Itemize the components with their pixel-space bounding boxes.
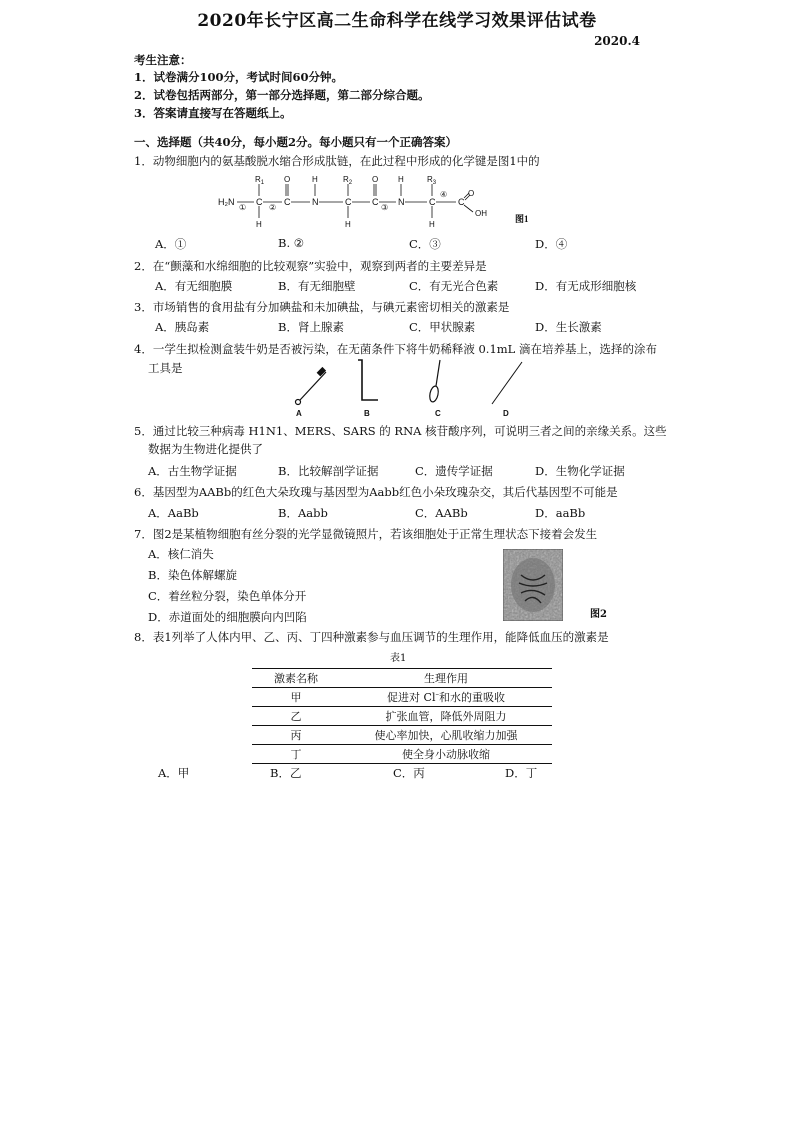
tool-label-b: B <box>364 409 370 418</box>
tool-label-c: C <box>435 409 441 418</box>
o-label: O <box>468 189 475 198</box>
table-row <box>252 707 552 726</box>
table-cell-name: 丁 <box>290 748 302 761</box>
q2-option-c: C．有无光合色素 <box>409 279 499 293</box>
o-label: O <box>284 175 291 184</box>
q5-option-c: C．遗传学证据 <box>415 464 493 478</box>
table-row <box>252 688 552 707</box>
spreader-icon <box>358 360 378 400</box>
c-label: C <box>345 197 352 207</box>
h-label: H <box>312 175 318 184</box>
h-label: H <box>429 220 435 229</box>
q6-option-d: D．aaBb <box>535 506 586 520</box>
q3-option-a: A．胰岛素 <box>155 320 210 334</box>
peptide-structure-figure <box>215 172 555 234</box>
exam-title: 2020年长宁区高二生命科学在线学习效果评估试卷 <box>197 11 597 31</box>
figure-2-caption: 图2 <box>590 609 607 620</box>
h2n-label: H₂N <box>218 197 235 207</box>
q3-option-b: B．肾上腺素 <box>278 320 344 334</box>
q5-stem-line2: 数据为生物进化提供了 <box>148 442 263 456</box>
q6-option-c: C．AABb <box>415 506 468 520</box>
c-label: C <box>284 197 291 207</box>
bond-marker-4: ④ <box>440 190 448 199</box>
h-label: H <box>345 220 351 229</box>
table-1-caption: 表1 <box>390 653 407 664</box>
notice-item-2: 2．试卷包括两部分，第一部分选择题，第二部分综合题。 <box>134 88 430 102</box>
exam-date: 2020.4 <box>594 34 640 48</box>
q2-option-d: D．有无成形细胞核 <box>535 279 637 293</box>
q6-option-b: B．Aabb <box>278 506 328 520</box>
table-cell-function: 使心率加快，心肌收缩力加强 <box>374 729 518 742</box>
q3-option-d: D．生长激素 <box>535 320 602 334</box>
spreading-tools-figure <box>276 356 526 418</box>
dropper-icon <box>436 360 440 386</box>
bond-marker-1: ① <box>239 203 247 212</box>
o-label: O <box>372 175 379 184</box>
table-cell-name: 乙 <box>290 710 302 723</box>
q2-stem: 2．在“颤藻和水绵细胞的比较观察”实验中，观察到两者的主要差异是 <box>134 259 487 273</box>
notice-item-3: 3．答案请直接写在答题纸上。 <box>134 106 292 120</box>
inoculating-loop-icon <box>300 372 326 400</box>
r3-label: $R_3$ <box>427 175 437 186</box>
q8-option-d: D．丁 <box>505 766 538 780</box>
q6-stem: 6．基因型为AABb的红色大朵玫瑰与基因型为Aabb红色小朵玫瑰杂交，其后代基因型不可能是 <box>134 485 618 499</box>
q1-option-b: B. ② <box>278 236 305 250</box>
c-label: C <box>458 197 465 207</box>
q7-option-b: B．染色体解螺旋 <box>148 568 237 582</box>
q2-option-a: A．有无细胞膜 <box>155 279 233 293</box>
q8-option-b: B．乙 <box>270 766 302 780</box>
q5-option-d: D．生物化学证据 <box>535 464 625 478</box>
q4-stem-line1: 4．一学生拟检测盒装牛奶是否被污染，在无菌条件下将牛奶稀释液 0.1mL 滴在培养基上，选择的涂布 <box>134 342 657 356</box>
table-row <box>252 745 552 764</box>
q2-option-b: B．有无细胞壁 <box>278 279 356 293</box>
tool-label-d: D <box>503 409 509 418</box>
q7-option-a: A．核仁消失 <box>148 547 214 561</box>
table-cell-name: 甲 <box>290 691 302 704</box>
c-label: C <box>256 197 263 207</box>
r1-label: $R_1$ <box>255 175 265 186</box>
q6-option-a: A．AaBb <box>148 506 199 520</box>
table-header-row <box>252 669 552 688</box>
figure-1-caption: 图1 <box>515 214 529 224</box>
q7-option-d: D．赤道面处的细胞膜向内凹陷 <box>148 610 307 624</box>
q8-option-a: A．甲 <box>158 766 190 780</box>
table-cell-function: 促进对 Cl–和水的重吸收 <box>387 690 505 704</box>
h-label: H <box>256 220 262 229</box>
r2-label: $R_2$ <box>343 175 353 186</box>
notice-item-1: 1．试卷满分100分，考试时间60分钟。 <box>134 70 344 84</box>
hormone-table <box>252 668 552 764</box>
q4-stem-line2: 工具是 <box>148 361 183 375</box>
table-row <box>252 726 552 745</box>
q5-stem-line1: 5．通过比较三种病毒 H1N1、MERS、SARS 的 RNA 核苷酸序列，可说明三者之间的亲缘关系。这些 <box>134 424 667 438</box>
n-label: N <box>312 197 319 207</box>
oh-label: OH <box>475 209 487 218</box>
c-label: C <box>429 197 436 207</box>
q5-option-b: B．比较解剖学证据 <box>278 464 379 478</box>
h-label: H <box>398 175 404 184</box>
bond-marker-3: ③ <box>381 203 389 212</box>
needle-icon <box>492 362 522 404</box>
q1-option-d: D．④ <box>535 237 568 251</box>
q7-option-c: C．着丝粒分裂，染色单体分开 <box>148 589 307 603</box>
table-cell-function: 使全身小动脉收缩 <box>402 748 490 761</box>
bond-marker-2: ② <box>269 203 277 212</box>
table-header-function: 生理作用 <box>424 672 468 685</box>
q1-option-c: C．③ <box>409 237 441 251</box>
table-cell-name: 丙 <box>290 729 302 742</box>
q1-stem: 1．动物细胞内的氨基酸脱水缩合形成肽链，在此过程中形成的化学键是图1中的 <box>134 154 540 168</box>
c-label: C <box>372 197 379 207</box>
section1-heading: 一、选择题（共40分，每小题2分。每小题只有一个正确答案） <box>134 135 458 149</box>
q8-option-c: C．丙 <box>393 766 425 780</box>
q8-stem: 8．表1列举了人体内甲、乙、丙、丁四种激素参与血压调节的生理作用，能降低血压的激素是 <box>134 630 609 644</box>
q1-option-a: A．① <box>155 237 187 251</box>
q3-stem: 3．市场销售的食用盐有分加碘盐和未加碘盐，与碘元素密切相关的激素是 <box>134 300 510 314</box>
q5-option-a: A．古生物学证据 <box>148 464 237 478</box>
table-header-hormone-name: 激素名称 <box>274 672 318 685</box>
n-label: N <box>398 197 405 207</box>
tool-label-a: A <box>296 409 302 418</box>
q7-stem: 7．图2是某植物细胞有丝分裂的光学显微镜照片，若该细胞处于正常生理状态下接着会发生 <box>134 527 598 541</box>
mitosis-micrograph <box>503 549 563 621</box>
table-cell-function: 扩张血管，降低外周阻力 <box>385 710 507 723</box>
notice-heading: 考生注意： <box>134 53 192 67</box>
q3-option-c: C．甲状腺素 <box>409 320 476 334</box>
